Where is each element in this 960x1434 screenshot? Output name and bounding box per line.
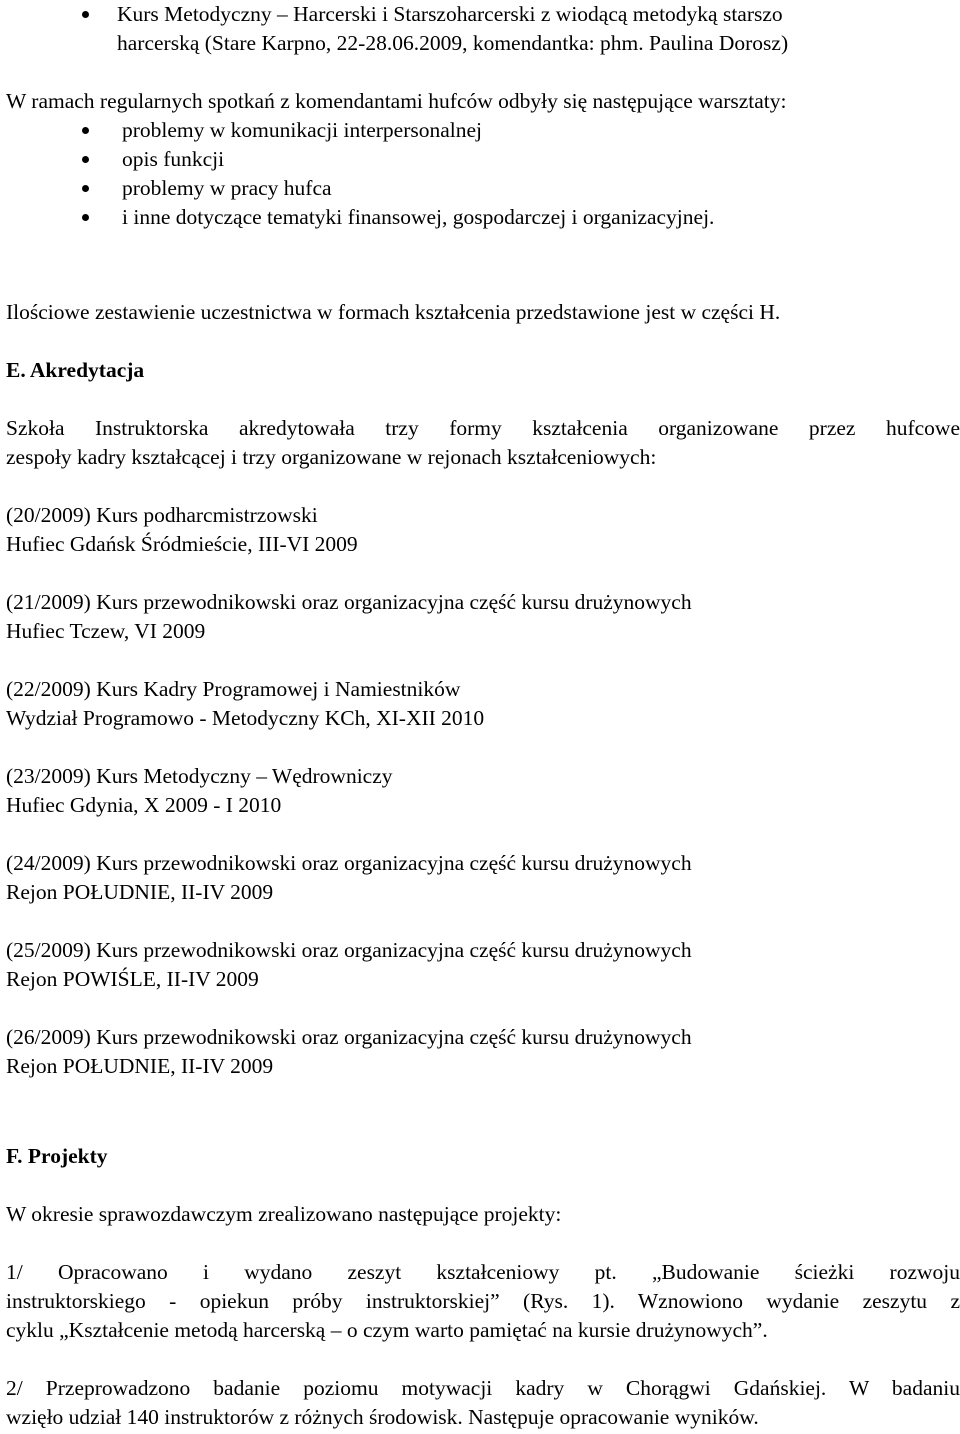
project-1-line: 1/ Opracowano i wydano zeszyt kształceniowy pt. „Budowanie ścieżki rozwoju — [6, 1260, 960, 1284]
bullet-icon — [82, 185, 89, 192]
course-detail: Rejon POŁUDNIE, II-IV 2009 — [6, 1054, 274, 1078]
course-title: (21/2009) Kurs przewodnikowski oraz organizacyjna część kursu drużynowych — [6, 590, 692, 614]
project-2-line: 2/ Przeprowadzono badanie poziomu motywacji kadry w Chorągwi Gdańskiej. W badaniu — [6, 1376, 960, 1400]
course-title: (24/2009) Kurs przewodnikowski oraz organizacyjna część kursu drużynowych — [6, 851, 692, 875]
bullet-icon — [82, 214, 89, 221]
workshop-item: problemy w pracy hufca — [122, 176, 332, 200]
course-title: (20/2009) Kurs podharcmistrzowski — [6, 503, 318, 527]
workshop-item: i inne dotyczące tematyki finansowej, gospodarczej i organizacyjnej. — [122, 205, 715, 229]
course-list-item-line: harcerską (Stare Karpno, 22-28.06.2009, komendantka: phm. Paulina Dorosz) — [117, 31, 789, 55]
section-e-intro-line: zespoły kadry kształcącej i trzy organizowane w rejonach kształceniowych: — [6, 445, 657, 469]
course-detail: Wydział Programowo - Metodyczny KCh, XI-XII 2010 — [6, 706, 485, 730]
course-detail: Hufiec Gdynia, X 2009 - I 2010 — [6, 793, 282, 817]
course-detail: Hufiec Tczew, VI 2009 — [6, 619, 206, 643]
quantitative-note: Ilościowe zestawienie uczestnictwa w formach kształcenia przedstawione jest w części H. — [6, 300, 781, 324]
course-detail: Rejon POŁUDNIE, II-IV 2009 — [6, 880, 274, 904]
section-f-heading: F. Projekty — [6, 1144, 108, 1168]
course-title: (26/2009) Kurs przewodnikowski oraz organizacyjna część kursu drużynowych — [6, 1025, 692, 1049]
section-e-intro-line: Szkoła Instruktorska akredytowała trzy formy kształcenia organizowane przez hufcowe — [6, 416, 960, 440]
workshops-intro: W ramach regularnych spotkań z komendantami hufców odbyły się następujące warsztaty: — [6, 89, 787, 113]
bullet-icon — [82, 127, 89, 134]
course-title: (25/2009) Kurs przewodnikowski oraz organizacyjna część kursu drużynowych — [6, 938, 692, 962]
workshop-item: problemy w komunikacji interpersonalnej — [122, 118, 483, 142]
workshop-item: opis funkcji — [122, 147, 225, 171]
course-title: (23/2009) Kurs Metodyczny – Wędrowniczy — [6, 764, 393, 788]
section-e-heading: E. Akredytacja — [6, 358, 145, 382]
course-detail: Rejon POWIŚLE, II-IV 2009 — [6, 967, 259, 991]
project-1-line: instruktorskiego - opiekun próby instruktorskiej” (Rys. 1). Wznowiono wydanie zeszytu z — [6, 1289, 960, 1313]
bullet-icon — [82, 11, 89, 18]
course-list-item-line: Kurs Metodyczny – Harcerski i Starszoharcerski z wiodącą metodyką starszo — [117, 2, 783, 26]
bullet-icon — [82, 156, 89, 163]
course-title: (22/2009) Kurs Kadry Programowej i Namiestników — [6, 677, 461, 701]
section-f-intro: W okresie sprawozdawczym zrealizowano następujące projekty: — [6, 1202, 562, 1226]
project-1-line: cyklu „Kształcenie metodą harcerską – o czym warto pamiętać na kursie drużynowych”. — [6, 1318, 768, 1342]
course-detail: Hufiec Gdańsk Śródmieście, III-VI 2009 — [6, 532, 358, 556]
project-2-line: wzięło udział 140 instruktorów z różnych środowisk. Następuje opracowanie wyników. — [6, 1405, 759, 1429]
